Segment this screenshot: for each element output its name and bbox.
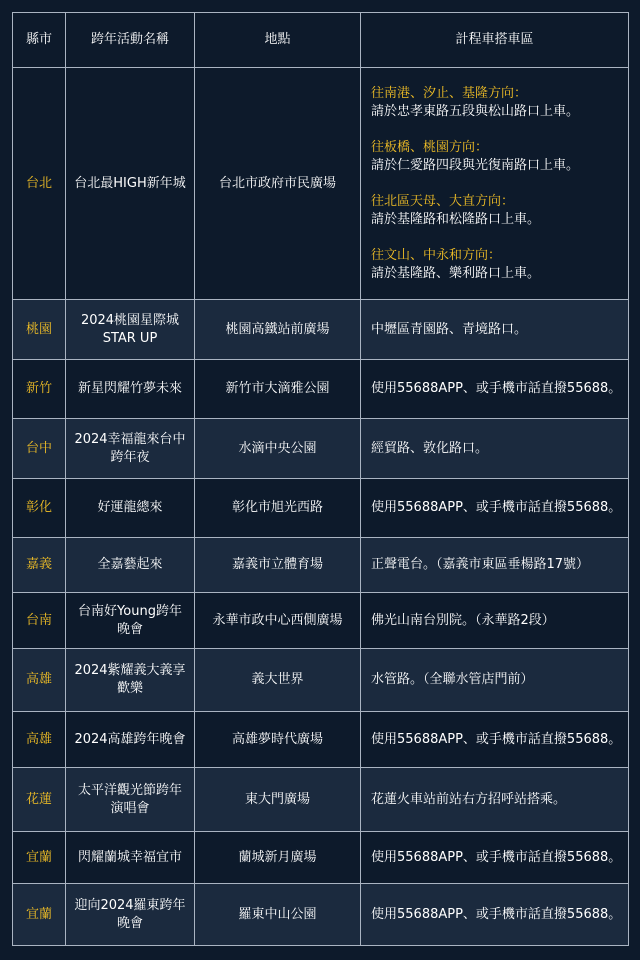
location-cell: 義大世界 — [195, 649, 361, 712]
direction-label: 往北區天母、大直方向： — [371, 193, 515, 209]
pickup-instruction: 請於忠孝東路五段與松山路口上車。 — [371, 103, 580, 119]
taxi-direction-group — [371, 247, 622, 283]
table-row — [13, 419, 629, 479]
location-cell: 東大門廣場 — [195, 768, 361, 832]
location-cell: 蘭城新月廣場 — [195, 832, 361, 884]
taxi-cell: 水管路。（全聯水管店門前） — [361, 649, 629, 712]
location-cell: 羅東中山公園 — [195, 884, 361, 946]
table-row — [13, 712, 629, 768]
location-cell: 桃園高鐵站前廣場 — [195, 300, 361, 360]
table-row — [13, 884, 629, 946]
event-cell: 太平洋觀光節跨年演唱會 — [66, 768, 195, 832]
taxi-cell: 正聲電台。（嘉義市東區垂楊路17號） — [361, 538, 629, 593]
taxi-cell: 使用55688APP、或手機市話直撥55688。 — [361, 884, 629, 946]
event-cell: 台北最HIGH新年城 — [66, 68, 195, 300]
city-cell: 花蓮 — [13, 768, 66, 832]
event-cell: 好運龍總來 — [66, 479, 195, 538]
location-cell: 嘉義市立體育場 — [195, 538, 361, 593]
taxi-direction-group — [371, 85, 622, 121]
header-location: 地點 — [195, 13, 361, 68]
header-row — [13, 13, 629, 68]
taxi-cell: 使用55688APP、或手機市話直撥55688。 — [361, 832, 629, 884]
pickup-instruction: 請於基隆路和松隆路口上車。 — [371, 211, 541, 227]
direction-label: 往文山、中永和方向： — [371, 247, 502, 263]
table-row-taipei — [13, 68, 629, 300]
table-row — [13, 479, 629, 538]
taxi-cell: 中壢區青園路、青境路口。 — [361, 300, 629, 360]
table-row — [13, 360, 629, 419]
taxi-direction-group — [371, 193, 622, 229]
taxi-cell — [361, 68, 629, 300]
city-cell: 台中 — [13, 419, 66, 479]
taxi-cell: 佛光山南台別院。（永華路2段） — [361, 593, 629, 649]
table-row — [13, 300, 629, 360]
event-cell: 閃耀蘭城幸福宜市 — [66, 832, 195, 884]
event-cell: 全嘉藝起來 — [66, 538, 195, 593]
city-cell: 宜蘭 — [13, 884, 66, 946]
city-cell: 高雄 — [13, 649, 66, 712]
city-cell: 新竹 — [13, 360, 66, 419]
taxi-cell: 使用55688APP、或手機市話直撥55688。 — [361, 712, 629, 768]
table-row — [13, 649, 629, 712]
city-cell: 台南 — [13, 593, 66, 649]
location-cell: 新竹市大滴雅公園 — [195, 360, 361, 419]
direction-label: 往板橋、桃園方向： — [371, 139, 489, 155]
city-cell: 桃園 — [13, 300, 66, 360]
event-cell: 新星閃耀竹夢未來 — [66, 360, 195, 419]
table-row — [13, 768, 629, 832]
city-cell: 嘉義 — [13, 538, 66, 593]
taxi-cell: 花蓮火車站前站右方招呼站搭乘。 — [361, 768, 629, 832]
city-cell: 台北 — [13, 68, 66, 300]
header-taxi: 計程車搭車區 — [361, 13, 629, 68]
event-cell: 2024幸福龍來台中跨年夜 — [66, 419, 195, 479]
location-cell: 高雄夢時代廣場 — [195, 712, 361, 768]
pickup-instruction: 請於仁愛路四段與光復南路口上車。 — [371, 157, 580, 173]
taxi-direction-group — [371, 139, 622, 175]
header-event: 跨年活動名稱 — [66, 13, 195, 68]
event-cell: 2024桃園星際城STAR UP — [66, 300, 195, 360]
event-cell: 2024紫耀義大義享歡樂 — [66, 649, 195, 712]
city-cell: 宜蘭 — [13, 832, 66, 884]
taxi-cell: 使用55688APP、或手機市話直撥55688。 — [361, 479, 629, 538]
location-cell: 永華市政中心西側廣場 — [195, 593, 361, 649]
city-cell: 高雄 — [13, 712, 66, 768]
event-cell: 迎向2024羅東跨年晚會 — [66, 884, 195, 946]
location-cell: 彰化市旭光西路 — [195, 479, 361, 538]
header-city: 縣市 — [13, 13, 66, 68]
location-cell: 台北市政府市民廣場 — [195, 68, 361, 300]
pickup-instruction: 請於基隆路、樂利路口上車。 — [371, 265, 541, 281]
taxi-pickup-table — [12, 12, 629, 946]
event-cell: 2024高雄跨年晚會 — [66, 712, 195, 768]
direction-label: 往南港、汐止、基隆方向： — [371, 85, 528, 101]
table-row — [13, 593, 629, 649]
taxi-cell: 經貿路、敦化路口。 — [361, 419, 629, 479]
event-cell: 台南好Young跨年晚會 — [66, 593, 195, 649]
table-row — [13, 832, 629, 884]
city-cell: 彰化 — [13, 479, 66, 538]
taxi-cell: 使用55688APP、或手機市話直撥55688。 — [361, 360, 629, 419]
location-cell: 水滴中央公園 — [195, 419, 361, 479]
table-row — [13, 538, 629, 593]
